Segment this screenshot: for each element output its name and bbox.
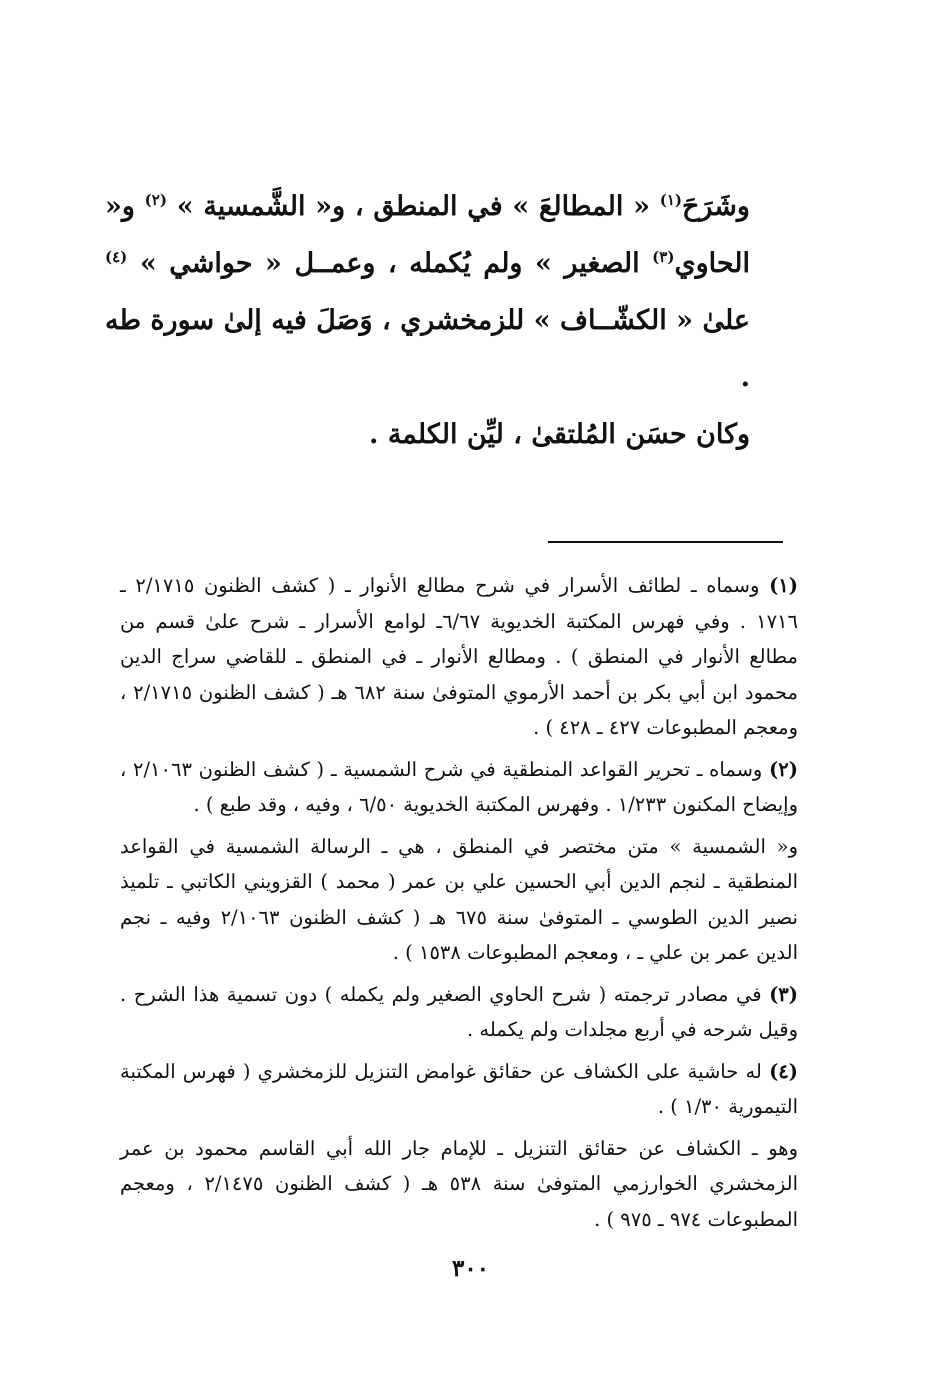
footnote-number: (٢) xyxy=(769,757,798,781)
footnote-4 xyxy=(120,1054,798,1125)
footnote-ref-1[interactable]: (١) xyxy=(659,191,682,209)
main-text-segment: وشَرَحَ xyxy=(681,191,750,222)
footnote-3 xyxy=(120,977,798,1048)
footnote-4-continuation: وهو ـ الكشاف عن حقائق التنزيل ـ للإمام جار الله أبي القاسم محمود بن عمر الزمخشري الخوارزمي المتوفىٰ سنة ٥٣٨ هـ ( كشف الظنون ٢/١٤٧٥ ، ومعجم المطبوعات ٩٧٤ ـ ٩٧٥ ) . xyxy=(120,1136,798,1231)
page-number: ٣٠٠ xyxy=(451,1255,490,1282)
footnote-2 xyxy=(120,752,798,823)
footnote-ref-2[interactable]: (٢) xyxy=(144,191,167,209)
main-text-segment: علىٰ « الكشّــاف » للزمخشري ، وَصَلَ فيه إلىٰ سورة طه . xyxy=(105,305,750,393)
footnote-ref-4[interactable]: (٤) xyxy=(105,248,128,266)
footnote-text: له حاشية على الكشاف عن حقائق غوامض التنزيل للزمخشري ( فهرس المكتبة التيمورية ١/٣٠ ) . xyxy=(120,1059,798,1118)
footnote-number: (١) xyxy=(769,574,799,597)
footnote-separator xyxy=(548,541,783,543)
footnotes-block xyxy=(120,568,798,1243)
footnote-text: وسماه ـ لطائف الأسرار في شرح مطالع الأنوار ـ ( كشف الظنون ٢/١٧١٥ ـ ١٧١٦ . وفي فهرس المكتبة الخديوية ٦/٦٧ـ لوامع الأسرار ـ شرح علىٰ قسم من مطالع الأنوار في المنطق ) . ومطالع الأنوار ـ في المنطق ـ للقاضي سراج الدين محمود ابن أبي بكر بن أحمد الأرموي المتوفىٰ سنة ٦٨٢ هـ ( كشف الظنون ٢/١٧١٥ ، ومعجم المطبوعات ٤٢٧ ـ ٤٢٨ ) . xyxy=(120,574,798,739)
main-text-segment: الصغير » ولم يُكمله ، وعمــل « حواشي » xyxy=(139,248,640,279)
footnote-1 xyxy=(120,568,798,746)
main-paragraph-1 xyxy=(105,178,750,406)
main-text-segment: « المطالعَ » في المنطق ، و« الشَّمسية » xyxy=(176,191,650,222)
footnote-text: وسماه ـ تحرير القواعد المنطقية في شرح الشمسية ـ ( كشف الظنون ٢/١٠٦٣ ، وإيضاح المكنون ١/٢٣٣ . وفهرس المكتبة الخديوية ٦/٥٠ ، وفيه ، وقد طبع ) . xyxy=(120,757,798,816)
main-text-segment: و« الحاوي xyxy=(105,191,751,279)
footnote-text: في مصادر ترجمته ( شرح الحاوي الصغير ولم يكمله ) دون تسمية هذا الشرح . وقيل شرحه في أربع مجلدات ولم يكمله . xyxy=(120,982,798,1041)
footnote-ref-3[interactable]: (٣) xyxy=(652,248,675,266)
main-paragraph-2: وكان حسَن المُلتقىٰ ، ليِّن الكلمة . xyxy=(369,419,750,450)
main-text-block xyxy=(105,178,750,463)
footnote-number: (٤) xyxy=(769,1059,799,1083)
footnote-number: (٣) xyxy=(769,982,799,1006)
footnote-2-continuation: و« الشمسية » متن مختصر في المنطق ، هي ـ الرسالة الشمسية في القواعد المنطقية ـ لنجم الدين أبي الحسين علي بن عمر ( محمد ) القزويني الكاتبي ـ تلميذ نصير الدين الطوسي ـ المتوفىٰ سنة ٦٧٥ هـ ( كشف الظنون ٢/١٠٦٣ وفيه ـ نجم الدين عمر بن علي ـ ، ومعجم المطبوعات ١٥٣٨ ) . xyxy=(120,834,798,964)
